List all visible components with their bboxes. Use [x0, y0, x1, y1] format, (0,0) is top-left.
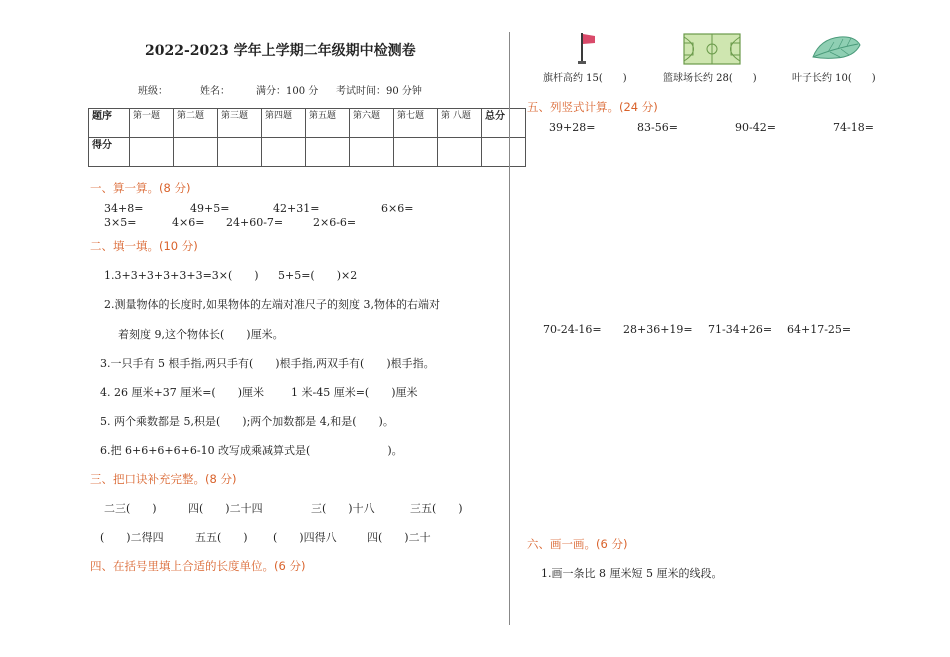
rhyme-item: 四( )二十: [367, 531, 431, 544]
score-table-col: 第二题: [174, 109, 218, 138]
score-table-row-header: 得分: [89, 138, 130, 167]
vertical-calc-item: 83-56=: [637, 121, 678, 134]
score-table-col: 第六题: [350, 109, 394, 138]
section-4-title: 四、在括号里填上合适的长度单位。(6 分): [90, 559, 306, 573]
rhyme-item: 三五( ): [410, 502, 463, 515]
score-table: [88, 108, 526, 167]
score-table-row-header: 题序: [89, 109, 130, 138]
draw-question-1: 1.画一条比 8 厘米短 5 厘米的线段。: [541, 567, 723, 580]
basketball-court-illustration: [683, 33, 741, 65]
calc-item: 3×5=: [104, 216, 137, 229]
score-cell[interactable]: [438, 138, 482, 167]
score-cell[interactable]: [394, 138, 438, 167]
flag-pole-illustration: [576, 31, 598, 65]
score-cell[interactable]: [174, 138, 218, 167]
score-table-header-row: [89, 109, 526, 138]
score-table-col: 第四题: [262, 109, 306, 138]
section-2-title: 二、填一填。(10 分): [90, 239, 198, 253]
rhyme-item: 四( )二十四: [188, 502, 263, 515]
vertical-calc-item: 70-24-16=: [543, 323, 602, 336]
rhyme-item: 二三( ): [104, 502, 157, 515]
score-cell[interactable]: [306, 138, 350, 167]
length-unit-item: 旗杆高约 15( ): [543, 73, 627, 84]
fill-question-4b: 1 米-45 厘米=( )厘米: [291, 386, 418, 399]
fill-question-5: 5. 两个乘数都是 5,积是( );两个加数都是 4,和是( )。: [100, 415, 394, 428]
section-3-title: 三、把口诀补充完整。(8 分): [90, 472, 237, 486]
score-cell[interactable]: [482, 138, 526, 167]
vertical-calc-item: 39+28=: [549, 121, 596, 134]
score-table-score-row: [89, 138, 526, 167]
name-label: 姓名：: [200, 86, 230, 97]
rhyme-item: 五五( ): [195, 531, 248, 544]
fill-question-2a: 2.测量物体的长度时,如果物体的左端对准尺子的刻度 3,物体的右端对: [104, 298, 440, 311]
score-table-col: 第 八题: [438, 109, 482, 138]
score-table-col: 第七题: [394, 109, 438, 138]
calc-item: 42+31=: [273, 202, 320, 215]
score-info: 满分：100 分: [256, 86, 319, 97]
calc-item: 6×6=: [381, 202, 414, 215]
score-cell[interactable]: [218, 138, 262, 167]
section-1-title: 一、算一算。(8 分): [90, 181, 191, 195]
calc-item: 49+5=: [190, 202, 230, 215]
length-unit-item: 篮球场长约 28( ): [663, 73, 757, 84]
score-cell[interactable]: [130, 138, 174, 167]
fill-question-2b: 着刻度 9,这个物体长( )厘米。: [118, 328, 284, 341]
fill-question-1b: 5+5=( )×2: [278, 269, 358, 282]
vertical-calc-item: 74-18=: [833, 121, 874, 134]
score-table-total: 总分: [482, 109, 526, 138]
time-info: 考试时间：90 分钟: [336, 86, 422, 97]
vertical-calc-item: 71-34+26=: [708, 323, 773, 336]
score-cell[interactable]: [350, 138, 394, 167]
leaf-illustration: [810, 33, 862, 63]
page-title: 2022-2023 学年上学期二年级期中检测卷: [145, 43, 416, 59]
vertical-calc-item: 64+17-25=: [787, 323, 852, 336]
fill-question-6: 6.把 6+6+6+6+6-10 改写成乘减算式是( )。: [100, 444, 403, 457]
score-table-col: 第三题: [218, 109, 262, 138]
fill-question-1a: 1.3+3+3+3+3+3=3×( ): [104, 269, 259, 282]
class-label: 班级：: [138, 86, 168, 97]
length-unit-item: 叶子长约 10( ): [792, 73, 876, 84]
score-table-col: 第一题: [130, 109, 174, 138]
score-table-col: 第五题: [306, 109, 350, 138]
fill-question-4a: 4. 26 厘米+37 厘米=( )厘米: [100, 386, 264, 399]
rhyme-item: ( )二得四: [100, 531, 164, 544]
section-5-title: 五、列竖式计算。(24 分): [527, 100, 658, 114]
calc-item: 4×6=: [172, 216, 205, 229]
calc-item: 34+8=: [104, 202, 144, 215]
vertical-calc-item: 90-42=: [735, 121, 776, 134]
rhyme-item: 三( )十八: [311, 502, 375, 515]
calc-item: 24+60-7=: [226, 216, 284, 229]
calc-item: 2×6-6=: [313, 216, 357, 229]
fill-question-3: 3.一只手有 5 根手指,两只手有( )根手指,两双手有( )根手指。: [100, 357, 435, 370]
section-6-title: 六、画一画。(6 分): [527, 537, 628, 551]
column-divider: [509, 32, 510, 625]
vertical-calc-item: 28+36+19=: [623, 323, 693, 336]
score-cell[interactable]: [262, 138, 306, 167]
rhyme-item: ( )四得八: [273, 531, 337, 544]
